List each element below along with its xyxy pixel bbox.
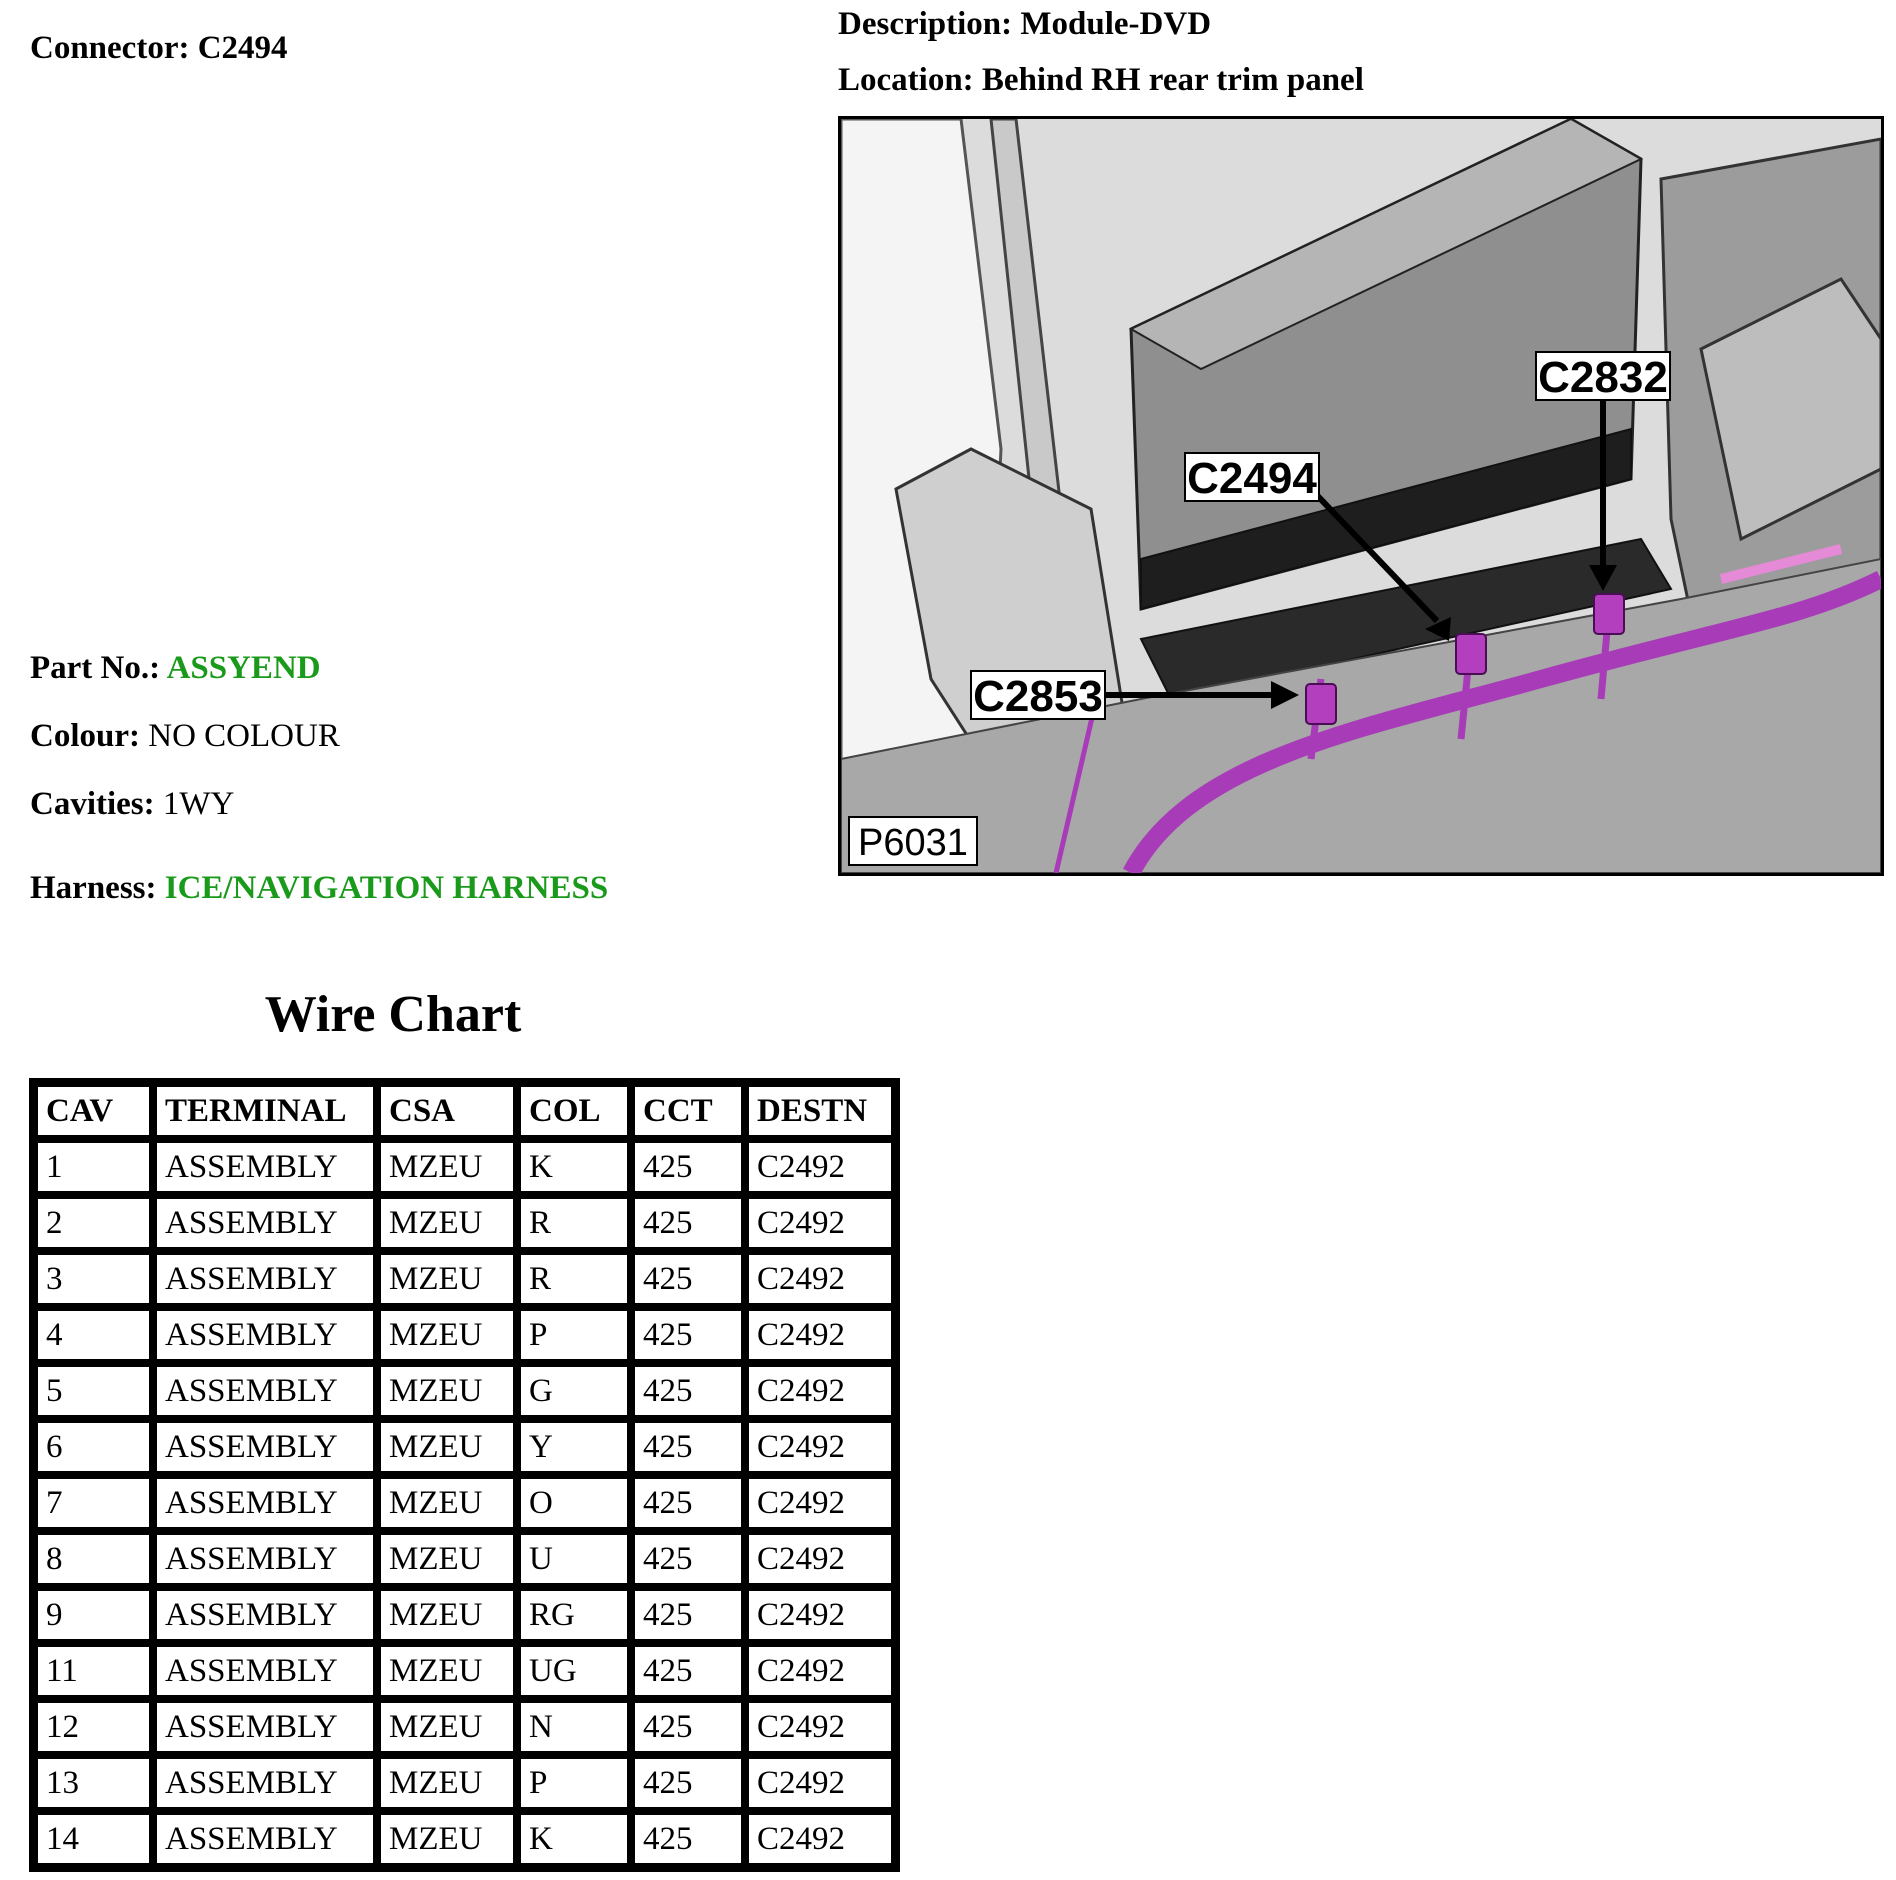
cell-destn: C2492 [745, 1139, 895, 1195]
cell-cav: 9 [34, 1587, 153, 1643]
column-header-csa: CSA [377, 1083, 517, 1139]
cell-cct: 425 [631, 1195, 745, 1251]
cell-cav: 3 [34, 1251, 153, 1307]
cell-destn: C2492 [745, 1531, 895, 1587]
cell-cct: 425 [631, 1307, 745, 1363]
cell-cav: 8 [34, 1531, 153, 1587]
connector-line [30, 30, 288, 67]
cell-destn: C2492 [745, 1195, 895, 1251]
cell-terminal: ASSEMBLY [153, 1475, 377, 1531]
cell-destn: C2492 [745, 1307, 895, 1363]
table-row [34, 1755, 895, 1811]
cell-terminal: ASSEMBLY [153, 1587, 377, 1643]
cavities-line [30, 786, 234, 823]
cell-terminal: ASSEMBLY [153, 1195, 377, 1251]
column-header-terminal: TERMINAL [153, 1083, 377, 1139]
table-row [34, 1811, 895, 1867]
cell-cav: 1 [34, 1139, 153, 1195]
cell-csa: MZEU [377, 1755, 517, 1811]
cell-cav: 2 [34, 1195, 153, 1251]
column-header-col: COL [517, 1083, 631, 1139]
cell-cct: 425 [631, 1643, 745, 1699]
wire-chart-header-row [34, 1083, 895, 1139]
cell-col: UG [517, 1643, 631, 1699]
cell-destn: C2492 [745, 1587, 895, 1643]
cell-cav: 13 [34, 1755, 153, 1811]
description-value: Module-DVD [1020, 6, 1212, 42]
harness-value: ICE/NAVIGATION HARNESS [164, 870, 609, 906]
column-header-cct: CCT [631, 1083, 745, 1139]
cell-col: P [517, 1307, 631, 1363]
cell-cct: 425 [631, 1139, 745, 1195]
cell-col: U [517, 1531, 631, 1587]
callout-c2494: C2494 [1187, 454, 1317, 503]
cell-cct: 425 [631, 1363, 745, 1419]
cell-csa: MZEU [377, 1307, 517, 1363]
cell-cct: 425 [631, 1699, 745, 1755]
table-row [34, 1475, 895, 1531]
cell-terminal: ASSEMBLY [153, 1251, 377, 1307]
location-diagram [838, 116, 1884, 876]
wire-chart-title: Wire Chart [264, 986, 522, 1043]
table-row [34, 1419, 895, 1475]
callout-c2832: C2832 [1538, 353, 1668, 402]
cell-csa: MZEU [377, 1363, 517, 1419]
connector-value: C2494 [197, 30, 288, 66]
cell-cct: 425 [631, 1811, 745, 1867]
cell-terminal: ASSEMBLY [153, 1307, 377, 1363]
cell-cav: 5 [34, 1363, 153, 1419]
cell-col: G [517, 1363, 631, 1419]
cell-terminal: ASSEMBLY [153, 1419, 377, 1475]
table-row [34, 1251, 895, 1307]
cell-csa: MZEU [377, 1419, 517, 1475]
cell-cav: 14 [34, 1811, 153, 1867]
cell-csa: MZEU [377, 1699, 517, 1755]
cell-terminal: ASSEMBLY [153, 1699, 377, 1755]
cell-cav: 4 [34, 1307, 153, 1363]
table-row [34, 1307, 895, 1363]
cell-cav: 6 [34, 1419, 153, 1475]
cell-col: R [517, 1251, 631, 1307]
location-label: Location: [838, 62, 974, 98]
cell-destn: C2492 [745, 1643, 895, 1699]
cell-terminal: ASSEMBLY [153, 1755, 377, 1811]
cell-cct: 425 [631, 1755, 745, 1811]
cell-cct: 425 [631, 1251, 745, 1307]
cell-terminal: ASSEMBLY [153, 1811, 377, 1867]
location-line [838, 62, 1364, 99]
cell-csa: MZEU [377, 1195, 517, 1251]
table-row [34, 1195, 895, 1251]
cell-terminal: ASSEMBLY [153, 1643, 377, 1699]
diagram-illustration [841, 119, 1881, 873]
colour-value: NO COLOUR [148, 718, 340, 754]
colour-label: Colour: [30, 718, 140, 754]
cell-cav: 7 [34, 1475, 153, 1531]
cell-col: Y [517, 1419, 631, 1475]
cell-destn: C2492 [745, 1419, 895, 1475]
part-no-line [30, 650, 321, 687]
cell-col: O [517, 1475, 631, 1531]
table-row [34, 1139, 895, 1195]
cell-csa: MZEU [377, 1531, 517, 1587]
cell-csa: MZEU [377, 1139, 517, 1195]
table-row [34, 1587, 895, 1643]
harness-line [30, 870, 608, 907]
cell-cct: 425 [631, 1475, 745, 1531]
cell-csa: MZEU [377, 1251, 517, 1307]
cell-destn: C2492 [745, 1475, 895, 1531]
column-header-cav: CAV [34, 1083, 153, 1139]
cell-col: K [517, 1811, 631, 1867]
cell-cav: 12 [34, 1699, 153, 1755]
table-row [34, 1363, 895, 1419]
part-no-label: Part No.: [30, 650, 161, 686]
harness-label: Harness: [30, 870, 157, 906]
cell-terminal: ASSEMBLY [153, 1363, 377, 1419]
table-row [34, 1531, 895, 1587]
wire-chart-body [34, 1139, 895, 1867]
cell-csa: MZEU [377, 1587, 517, 1643]
cell-col: RG [517, 1587, 631, 1643]
figure-id: P6031 [858, 822, 968, 864]
wire-chart-table [29, 1078, 900, 1872]
cell-destn: C2492 [745, 1811, 895, 1867]
cell-col: P [517, 1755, 631, 1811]
connector-c2853 [1306, 684, 1336, 724]
part-no-value: ASSYEND [166, 650, 321, 686]
description-line [838, 6, 1211, 43]
cell-col: K [517, 1139, 631, 1195]
cell-terminal: ASSEMBLY [153, 1531, 377, 1587]
cell-col: R [517, 1195, 631, 1251]
colour-line [30, 718, 340, 755]
cell-col: N [517, 1699, 631, 1755]
callout-c2853: C2853 [973, 672, 1103, 721]
cavities-value: 1WY [162, 786, 235, 822]
cell-destn: C2492 [745, 1755, 895, 1811]
cell-terminal: ASSEMBLY [153, 1139, 377, 1195]
table-row [34, 1643, 895, 1699]
cell-destn: C2492 [745, 1699, 895, 1755]
cell-cct: 425 [631, 1587, 745, 1643]
location-value: Behind RH rear trim panel [981, 62, 1364, 98]
column-header-destn: DESTN [745, 1083, 895, 1139]
table-row [34, 1699, 895, 1755]
cell-cct: 425 [631, 1419, 745, 1475]
cell-csa: MZEU [377, 1811, 517, 1867]
cell-cct: 425 [631, 1531, 745, 1587]
cavities-label: Cavities: [30, 786, 155, 822]
connector-label: Connector: [30, 30, 190, 66]
description-label: Description: [838, 6, 1013, 42]
cell-csa: MZEU [377, 1475, 517, 1531]
connector-c2832 [1594, 594, 1624, 634]
connector-c2494 [1456, 634, 1486, 674]
cell-cav: 11 [34, 1643, 153, 1699]
cell-csa: MZEU [377, 1643, 517, 1699]
cell-destn: C2492 [745, 1251, 895, 1307]
cell-destn: C2492 [745, 1363, 895, 1419]
